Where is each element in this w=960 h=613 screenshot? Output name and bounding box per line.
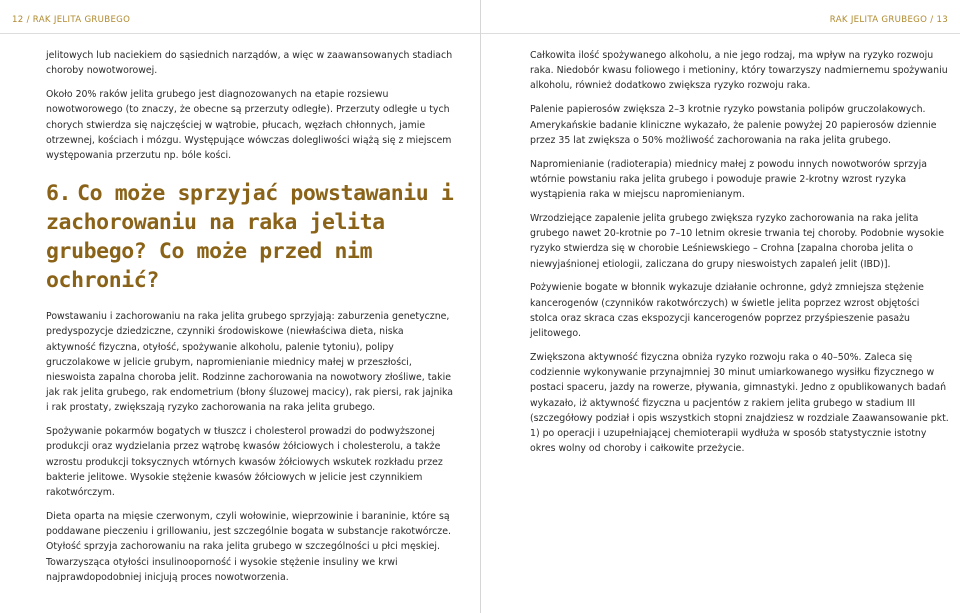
body-paragraph: Dieta oparta na mięsie czerwonym, czyli wołowinie, wieprzowinie i baraninie, które są poddawane pieczeniu i grillowaniu, jest szczególnie bogata w substancje rakotwórcze. Otyłość sprzyja zachorowaniu na raka jelita grubego w szczególności u płci męskiej. Towarzysząca otyłości insulinooporność i wysokie stężenie insuliny we krwi najprawdopodobniej inicjują proces nowotworzenia. xyxy=(46,510,451,583)
header-divider xyxy=(481,33,960,34)
right-page xyxy=(481,0,960,613)
body-paragraph: Całkowita ilość spożywanego alkoholu, a nie jego rodzaj, ma wpływ na ryzyko rozwoju raka. Niedobór kwasu foliowego i metioniny, który towarzyszy nadmiernemu spożywaniu alkoholu, również dodatkowo zwiększa ryzyko rozwoju raka. xyxy=(530,50,948,92)
body-paragraph: Pożywienie bogate w błonnik wykazuje działanie ochronne, gdyż zmniejsza stężenie kancerogenów (czynników rakotwórczych) w świetle jelita poprzez wzrost objętości stolca oraz skraca czas ekspozycji kancerogenów poprzez przyśpieszenie pasażu jelitowego. xyxy=(530,282,924,339)
body-paragraph: Wrzodziejące zapalenie jelita grubego zwiększa ryzyko zachorowania na raka jelita grubego nawet 20-krotnie po 7–10 letnim okresie trwania tej choroby. Podobnie wysokie ryzyko stwierdza się w chorobie Leśniewskiego – Crohna [zapalna choroba jelita o niewyjaśnionej etiologii, zaliczana do grupy nieswoistych zapaleń jelit (IBD)]. xyxy=(530,212,944,270)
body-paragraph: Powstawaniu i zachorowaniu na raka jelita grubego sprzyjają: zaburzenia genetyczne, predyspozycje dziedziczne, czynniki środowiskowe (niewłaściwa dieta, niska aktywność fizyczna, otyłość, spożywanie alkoholu, palenie tytoniu), polipy gruczolakowe w jelicie grubym, napromienianie miednicy małej w przeszłości, nieswoista zapalna choroba jelit. Rodzinne zachorowania na nowotwory złośliwe, takie jak rak jelita grubego, rak endometrium (błony śluzowej macicy), rak piersi, rak jajnika i rak prostaty, zwiększają ryzyko zachorowania na raka jelita grubego. xyxy=(46,311,454,414)
right-column xyxy=(530,48,950,465)
body-paragraph: Około 20% raków jelita grubego jest diagnozowanych na etapie rozsiewu nowotworowego (to znaczy, że obecne są przerzuty odległe). Przerzuty odległe u tych chorych stwierdza się najczęściej w wątrobie, płucach, węzłach chłonnych, jamie otrzewnej, kościach i mózgu. Występujące wówczas dolegliwości wiążą się z miejscem występowania przerzutu np. bóle kości. xyxy=(46,89,452,161)
page-header-right: RAK JELITA GRUBEGO / 13 xyxy=(829,15,948,25)
body-paragraph: Zwiększona aktywność fizyczna obniża ryzyko rozwoju raka o 40–50%. Zaleca się codziennie wykonywanie przynajmniej 30 minut umiarkowanego wysiłku fizycznego w postaci spaceru, jazdy na rowerze, pływania, gimnastyki. Jedno z opublikowanych badań wykazało, iż aktywność fizyczna u pacjentów z rakiem jelita grubego w stadium III (szczegółowy podział i opis wszystkich stopni znajdziesz w rozdziale Zaawansowanie pkt. 1) po operacji i uzupełniającej chemioterapii wydłuża w sposób statystycznie istotny okres wolny od choroby i całkowite przeżycie. xyxy=(530,351,949,455)
page-header-left: 12 / RAK JELITA GRUBEGO xyxy=(12,15,131,25)
body-paragraph: Palenie papierosów zwiększa 2–3 krotnie ryzyko powstania polipów gruczolakowych. Amerykańskie badanie kliniczne wykazało, że palenie powyżej 20 papierosów dziennie przez 35 lat zwiększa o 50% możliwość zachorowania na raka jelita grubego. xyxy=(530,104,937,146)
header-divider xyxy=(0,33,480,34)
left-column xyxy=(46,48,456,594)
section-title: Co może sprzyjać powstawaniu i zachorowaniu na raka jelita grubego? Co może przed nim ochronić? xyxy=(46,181,454,294)
section-heading xyxy=(46,179,456,295)
body-paragraph: Napromienianie (radioterapia) miednicy małej z powodu innych nowotworów sprzyja wtórnie powstaniu raka jelita grubego i powoduje prawie 2-krotny wzrost ryzyka wystąpienia raka w miejscu napromienianym. xyxy=(530,158,927,200)
body-paragraph: Spożywanie pokarmów bogatych w tłuszcz i cholesterol prowadzi do podwyższonej produkcji oraz wydzielania przez wątrobę kwasów żółciowych i cholesterolu, a także wzrostu produkcji toksycznych wtórnych kwasów żółciowych wskutek rozkładu przez bakterie jelitowe. Wysokie stężenie kwasów żółciowych w jelicie jest czynnikiem rakotwórczym. xyxy=(46,426,443,499)
body-paragraph: jelitowych lub naciekiem do sąsiednich narządów, a więc w zaawansowanych stadiach choroby nowotworowej. xyxy=(46,50,453,77)
section-number: 6. xyxy=(46,181,72,207)
